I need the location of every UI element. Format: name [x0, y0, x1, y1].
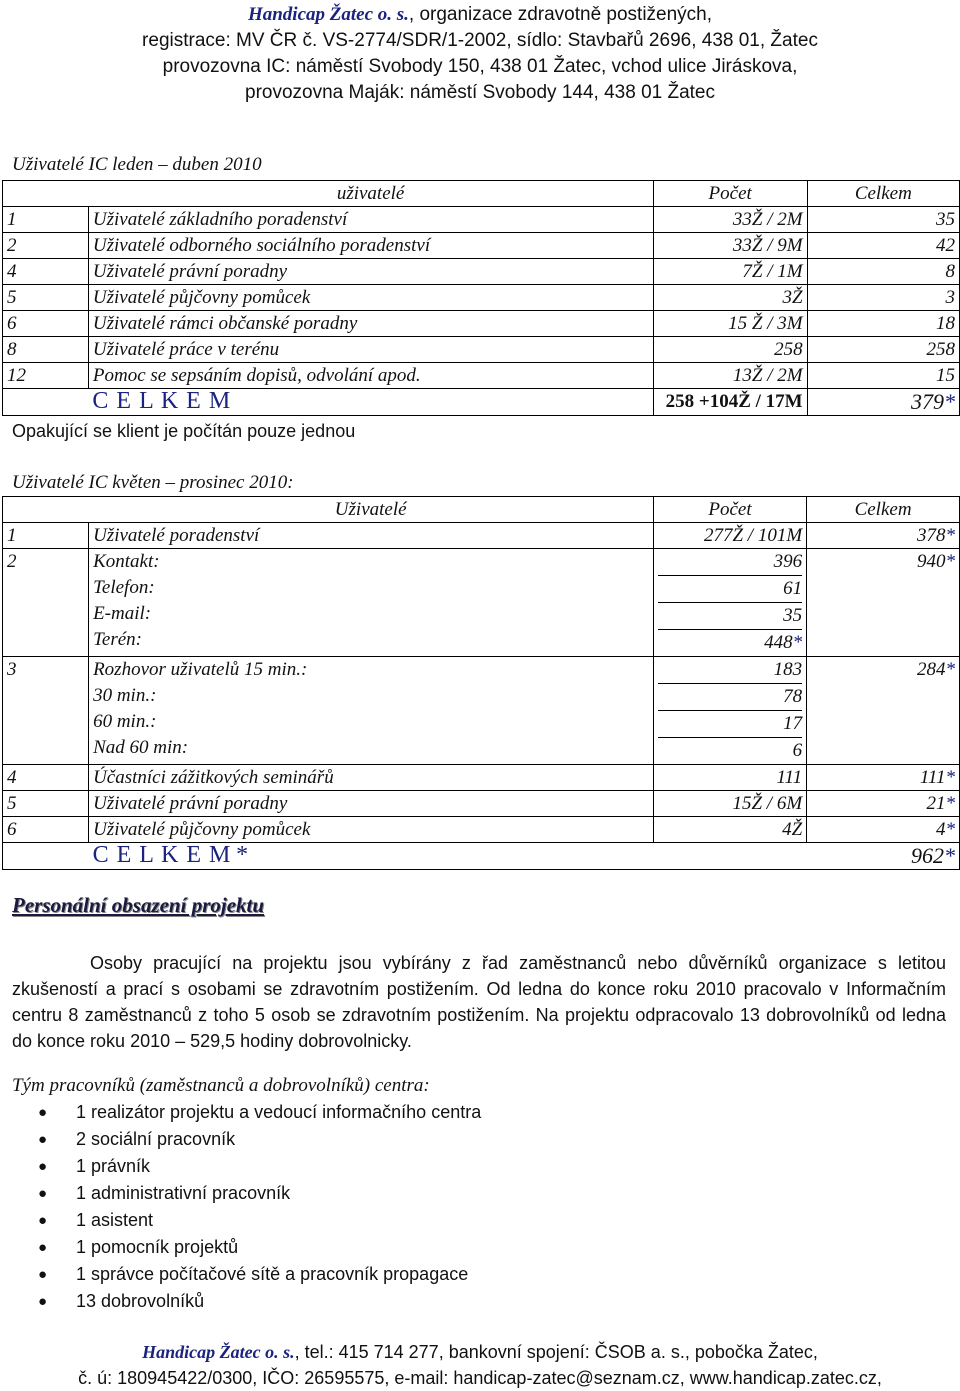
letterhead-line-2: registrace: MV ČR č. VS-2774/SDR/1-2002, sídlo: Stavbařů 2696, 438 01, Žatec — [142, 30, 818, 51]
sum-count-empty — [653, 843, 806, 870]
sum-empty — [3, 389, 89, 416]
sum-label: C E L K E M — [92, 842, 232, 868]
row-desc-line: 60 min.: — [93, 711, 157, 732]
list-item: ● 1 správce počítačové sítě a pracovník propagace — [30, 1261, 481, 1288]
team-list — [30, 1099, 481, 1315]
row-total: 21 — [926, 793, 946, 814]
section-heading: Personální obsazení projektu — [12, 893, 265, 917]
row-count: 33Ž / 9M — [653, 233, 807, 259]
row-desc-line: Terén: — [93, 629, 142, 650]
table-row — [3, 311, 960, 337]
row-count-stack — [653, 657, 806, 765]
row-total-cell — [807, 523, 960, 549]
row-desc-stack — [89, 657, 654, 765]
table-row — [3, 337, 960, 363]
list-item: ● 1 administrativní pracovník — [30, 1180, 481, 1207]
row-desc: Uživatelé základního poradenství — [88, 207, 653, 233]
table-row — [3, 523, 960, 549]
row-number: 1 — [3, 523, 89, 549]
table-row — [3, 285, 960, 311]
row-total-cell — [807, 765, 960, 791]
row-count: 183 — [658, 657, 802, 684]
row-total: 4 — [936, 819, 946, 840]
header-total: Celkem — [807, 497, 960, 523]
table-row — [3, 549, 960, 657]
row-desc: Uživatelé právní poradny — [89, 791, 654, 817]
row-desc: Uživatelé půjčovny pomůcek — [88, 285, 653, 311]
row-number: 3 — [3, 657, 89, 765]
row-desc-stack — [89, 549, 654, 657]
header-count: Počet — [653, 181, 807, 207]
letterhead-line-3: provozovna IC: náměstí Svobody 150, 438 01 Žatec, vchod ulice Jiráskova, — [162, 56, 798, 77]
header-cell-empty — [3, 181, 89, 207]
row-total-cell — [807, 657, 960, 765]
team-heading: Tým pracovníků (zaměstnanců a dobrovolníků) centra: — [12, 1075, 430, 1096]
org-name: Handicap Žatec o. s. — [247, 4, 409, 25]
row-desc: Pomoc se sepsáním dopisů, odvolání apod. — [88, 363, 653, 389]
row-number: 6 — [3, 311, 89, 337]
table-row — [3, 259, 960, 285]
row-desc-line: Nad 60 min: — [93, 737, 189, 758]
footer-line-2: č. ú: 180945422/0300, IČO: 26595575, e-mail: handicap-zatec@seznam.cz, www.handicap.zatec.cz, — [78, 1368, 882, 1388]
row-total: 378 — [917, 525, 946, 546]
row-number: 6 — [3, 817, 89, 843]
row-total-cell — [807, 791, 960, 817]
row-desc-line: Telefon: — [93, 577, 155, 598]
letterhead-line-1 — [0, 2, 960, 28]
row-count: 13Ž / 2M — [653, 363, 807, 389]
row-number: 5 — [3, 285, 89, 311]
row-count: 258 — [653, 337, 807, 363]
row-count: 4Ž — [653, 817, 806, 843]
sum-label-cell — [89, 843, 654, 870]
row-desc-line: 30 min.: — [93, 685, 157, 706]
letterhead — [0, 2, 960, 106]
row-count: 78 — [658, 684, 802, 711]
row-count: 15Ž / 6M — [653, 791, 806, 817]
sum-total-cell — [807, 843, 960, 870]
row-total: 3 — [807, 285, 959, 311]
row-desc-line: Kontakt: — [93, 551, 160, 572]
list-item: ● 1 pomocník projektů — [30, 1234, 481, 1261]
asterisk-icon: * — [945, 551, 955, 572]
table-row — [3, 657, 960, 765]
row-count: 33Ž / 2M — [653, 207, 807, 233]
row-number: 4 — [3, 259, 89, 285]
row-total: 8 — [807, 259, 959, 285]
table-sum-row — [3, 389, 960, 416]
row-desc: Uživatelé práce v terénu — [88, 337, 653, 363]
list-item: ● 13 dobrovolníků — [30, 1288, 481, 1315]
sum-count: 258 +104Ž / 17M — [653, 389, 807, 416]
header-desc: Uživatelé — [89, 497, 654, 523]
letterhead-line-4: provozovna Maják: náměstí Svobody 144, 438 01 Žatec — [245, 82, 715, 103]
row-count: 6 — [792, 740, 803, 761]
table-row — [3, 233, 960, 259]
row-total-cell — [807, 817, 960, 843]
row-count: 448 — [764, 632, 793, 653]
row-count-stack — [653, 549, 806, 657]
row-desc: Uživatelé odborného sociálního poradenství — [88, 233, 653, 259]
sum-total-cell — [807, 389, 959, 416]
table-row — [3, 765, 960, 791]
row-count: 3Ž — [653, 285, 807, 311]
sum-label: C E L K E M — [92, 388, 232, 414]
table-row — [3, 207, 960, 233]
asterisk-icon: * — [944, 389, 955, 414]
header-desc: uživatelé — [88, 181, 653, 207]
row-count-cell — [658, 630, 802, 656]
row-number: 2 — [3, 233, 89, 259]
footer-org-name: Handicap Žatec o. s. — [142, 1342, 295, 1362]
row-desc: Uživatelé právní poradny — [88, 259, 653, 285]
row-total: 940 — [917, 551, 946, 572]
row-total: 35 — [807, 207, 959, 233]
table-row — [3, 363, 960, 389]
footer-line-1 — [0, 1339, 960, 1365]
header-count: Počet — [653, 497, 806, 523]
header-cell-empty — [3, 497, 89, 523]
row-total: 258 — [807, 337, 959, 363]
table1-note: Opakující se klient je počítán pouze jednou — [12, 421, 356, 441]
row-number: 8 — [3, 337, 89, 363]
row-count: 17 — [658, 711, 802, 738]
asterisk-icon: * — [945, 659, 955, 680]
asterisk-icon: * — [236, 842, 250, 868]
row-number: 4 — [3, 765, 89, 791]
row-total-cell — [807, 549, 960, 657]
list-item: ● 1 asistent — [30, 1207, 481, 1234]
asterisk-icon: * — [792, 632, 803, 653]
table-sum-row — [3, 843, 960, 870]
table-row — [3, 791, 960, 817]
row-desc: Uživatelé půjčovny pomůcek — [89, 817, 654, 843]
letterhead-line-1-rest: , organizace zdravotně postižených, — [408, 4, 713, 25]
row-count: 396 — [658, 549, 802, 576]
row-count: 35 — [658, 603, 802, 630]
asterisk-icon: * — [944, 843, 955, 868]
staffing-paragraph: Osoby pracující na projektu jsou vybírány z řad zaměstnanců nebo důvěrníků organizace s letitou zkušeností a prací s osobami se zdravotním postižením. Od ledna do konce roku 2010 pracovalo v Informačním centru 8 zaměstnanců z toho 5 osob se zdravotním postižením. Na projektu odpracovalo 13 dobrovolníků od ledna do konce roku 2010 – 529,5 hodiny dobrovolnicky. — [12, 953, 946, 1051]
row-desc: Účastníci zážitkových seminářů — [89, 765, 654, 791]
asterisk-icon: * — [945, 525, 955, 546]
row-total: 15 — [807, 363, 959, 389]
row-number: 1 — [3, 207, 89, 233]
table2-title: Uživatelé IC květen – prosinec 2010: — [12, 472, 294, 493]
users-table-jan-apr — [2, 180, 960, 416]
table1-title: Uživatelé IC leden – duben 2010 — [12, 154, 262, 175]
row-number: 2 — [3, 549, 89, 657]
row-total: 42 — [807, 233, 959, 259]
row-count: 7Ž / 1M — [653, 259, 807, 285]
row-count: 61 — [658, 576, 802, 603]
row-desc: Uživatelé rámci občanské poradny — [88, 311, 653, 337]
sum-total: 962 — [911, 843, 944, 868]
sum-label-cell — [88, 389, 653, 416]
footer-line-1-rest: , tel.: 415 714 277, bankovní spojení: ČSOB a. s., pobočka Žatec, — [294, 1342, 818, 1362]
table-header-row — [3, 497, 960, 523]
row-total: 284 — [917, 659, 946, 680]
row-count: 15 Ž / 3M — [653, 311, 807, 337]
list-item: ● 1 právník — [30, 1153, 481, 1180]
users-table-may-dec — [2, 496, 960, 870]
header-total: Celkem — [807, 181, 959, 207]
sum-empty — [3, 843, 89, 870]
row-number: 12 — [3, 363, 89, 389]
row-count: 277Ž / 101M — [653, 523, 806, 549]
table-header-row — [3, 181, 960, 207]
asterisk-icon: * — [945, 767, 955, 788]
asterisk-icon: * — [945, 793, 955, 814]
row-desc-line: Rozhovor uživatelů 15 min.: — [93, 659, 308, 680]
table-row — [3, 817, 960, 843]
list-item: ● 1 realizátor projektu a vedoucí informačního centra — [30, 1099, 481, 1126]
sum-total: 379 — [911, 389, 944, 414]
footer — [0, 1339, 960, 1391]
list-item: ● 2 sociální pracovník — [30, 1126, 481, 1153]
row-desc: Uživatelé poradenství — [89, 523, 654, 549]
row-total: 111 — [919, 767, 946, 788]
asterisk-icon: * — [945, 819, 955, 840]
row-total: 18 — [807, 311, 959, 337]
row-count: 111 — [653, 765, 806, 791]
row-desc-line: E-mail: — [93, 603, 152, 624]
row-number: 5 — [3, 791, 89, 817]
